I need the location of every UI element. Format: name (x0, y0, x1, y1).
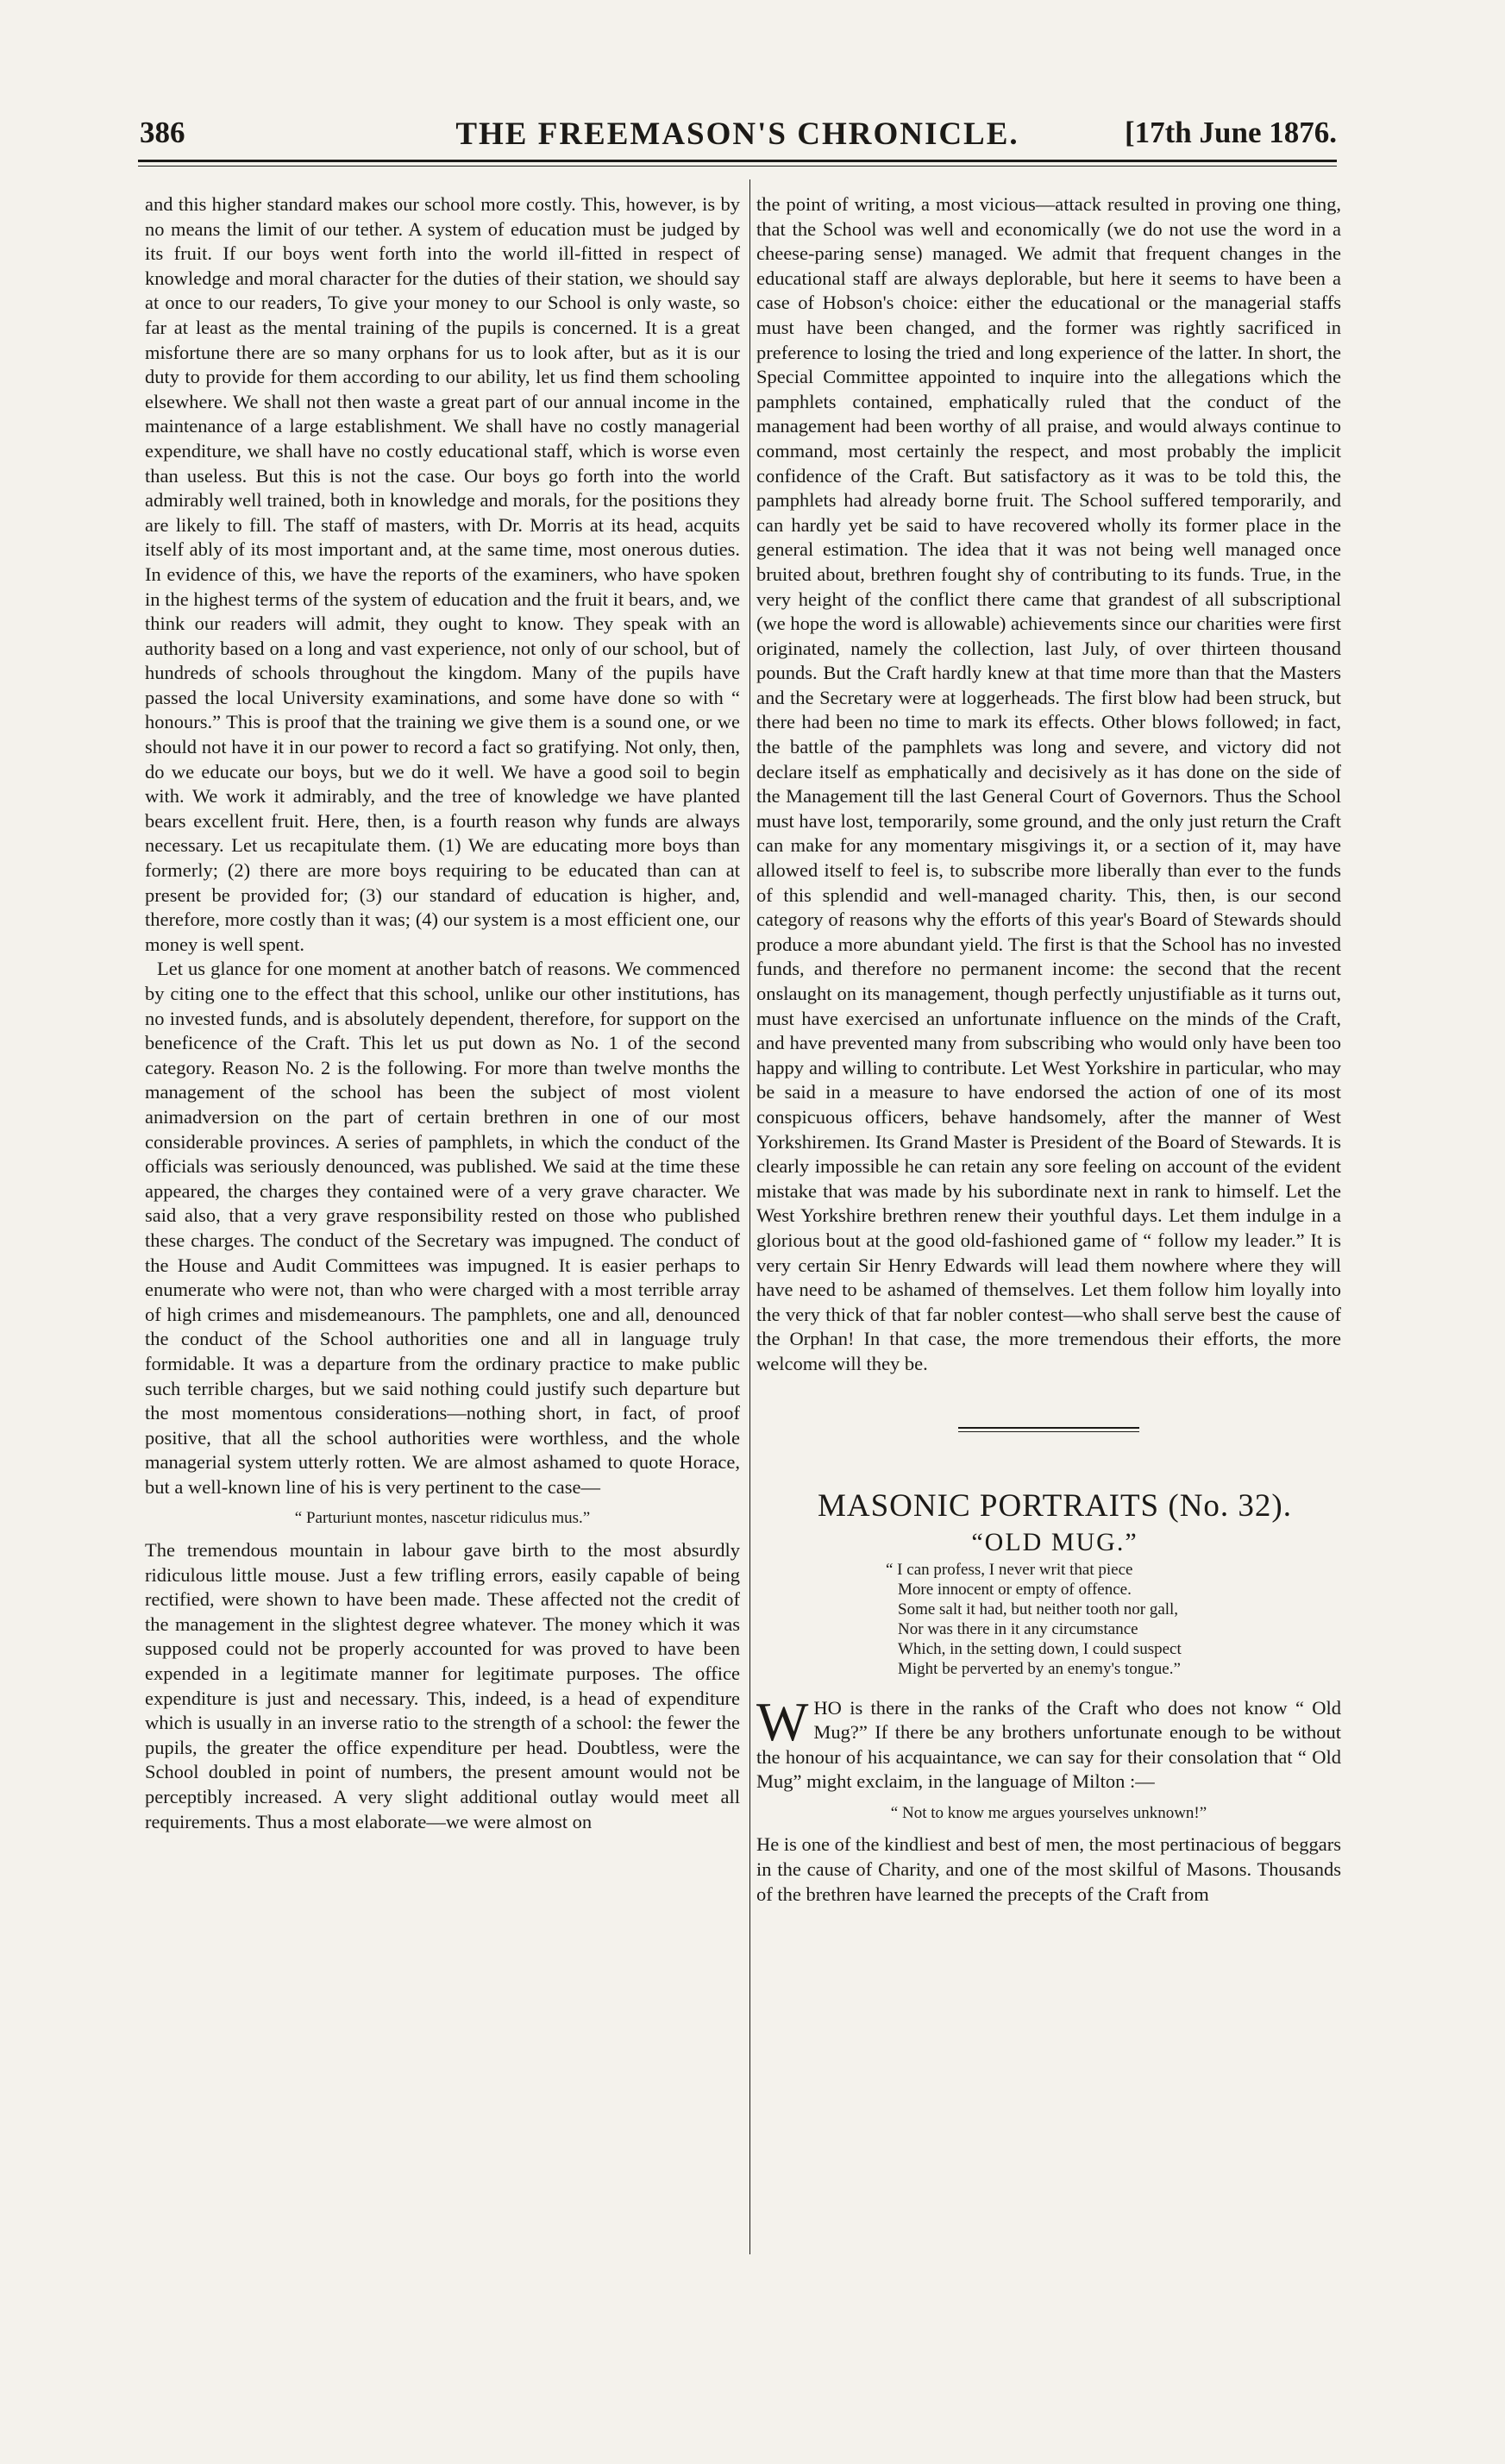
milton-quotation: “ Not to know me argues yourselves unknown!” (890, 1803, 1207, 1822)
section-divider (958, 1427, 1139, 1432)
article-paragraph: The tremendous mountain in labour gave birth to the most absurdly ridiculous little mouse. Just a few trifling errors, easily capable of being rectified, were shown to have been made. These affected not the credit of the management in the slightest degree whatever. The money which it was supposed could not be properly accounted for was proved to have been expended in a legitimate manner for legitimate purposes. The office expenditure is just and necessary. This, indeed, is a head of expenditure which is usually in an inverse ratio to the strength of a school: the fewer the pupils, the greater the office expenditure per head. Doubtless, were the School doubled in point of numbers, the present amount would not be perceptibly increased. A very slight additional outlay would meet all requirements. Thus a most elaborate—we were almost on (145, 1539, 740, 1832)
article-paragraph: Let us glance for one moment at another batch of reasons. We commenced by citing one to the effect that this school, unlike our other institutions, has no invested funds, and is absolutely dependent, therefore, for support on the beneficence of the Craft. This let us put down as No. 1 of the second category. Reason No. 2 is the following. For more than twelve months the management of the school has been the subject of most violent animadversion on the part of certain brethren in one of our most considerable provinces. A series of pamphlets, in which the conduct of the officials was seriously denounced, was published. We said at the time these appeared, the charges they contained were of a very grave character. We said also, that a very grave responsibility rested on those who published these charges. The conduct of the Secretary was impugned. The conduct of the House and Audit Committees was impugned. It is easier perhaps to enumerate who were not, than who were charged with a most terrible array of high crimes and misdemeanours. The pamphlets, one and all, denounced the conduct of the School authorities one and all in language truly formidable. It was a departure from the ordinary practice to make public such terrible charges, but we said nothing could justify such departure but the most momentous considerations—nothing short, in fact, of proof positive, that all the school authorities were worthless, and the whole managerial system utterly rotten. We are almost ashamed to quote Horace, but a well-known line of his is very pertinent to the case— (145, 958, 740, 1498)
header-rule-thick (138, 160, 1337, 162)
drop-cap: W (756, 1690, 809, 1752)
right-column (756, 192, 1341, 1907)
epigraph-poem (886, 1560, 1341, 1679)
paragraph-text: HO is there in the ranks of the Craft who does not know “ Old Mug?” If there be any brothers unfortunate enough to be without the honour of his acquaintance, we can say for their consolation that “ Old Mug” might exclaim, in the language of Milton :— (756, 1696, 1341, 1793)
poem-line: Might be perverted by an enemy's tongue.” (898, 1659, 1181, 1678)
section-subtitle: “OLD MUG.” (971, 1527, 1138, 1556)
page-number: 386 (140, 116, 185, 149)
poem-line: Nor was there in it any circumstance (898, 1619, 1138, 1638)
poem-line: “ I can profess, I never writ that piece (886, 1560, 1133, 1579)
latin-quotation: “ Parturiunt montes, nascetur ridiculus mus.” (294, 1509, 591, 1528)
issue-date: [17th June 1876. (1125, 116, 1337, 149)
article-paragraph: the point of writing, a most vicious—attack resulted in proving one thing, that the School was well and economically (we do not use the word in a cheese-paring sense) managed. We admit that frequent changes in the educational staff are always deplorable, but here it seems to have been a case of Hobson's choice: either the educational or the managerial staffs must have been changed, and the former was rightly sacrificed in preference to losing the tried and long experience of the latter. In short, the Special Committee appointed to inquire into the allegations which the pamphlets contained, emphatically ruled that the conduct of the management had been worthy of all praise, and would always continue to command, most certainly the respect, and most probably the implicit confidence of the Craft. But satisfactory as it was to be told this, the pamphlets had already borne fruit. The School suffered temporarily, and can hardly yet be said to have recovered wholly its former place in the general estimation. The idea that it was not being well managed once bruited about, brethren fought shy of contributing to its funds. True, in the very height of the conflict there came that grandest of all subscriptional (we hope the word is allowable) achievements since our charities were first originated, namely the collection, last July, of over thirteen thousand pounds. But the Craft hardly knew at that time more than that the Masters and the Secretary were at loggerheads. The first blow had been struck, but there had been no time to mark its effects. Other blows followed; in fact, the battle of the pamphlets was long and severe, and victory did not declare itself as emphatically and decisively as it has done on the side of the Management till the last General Court of Governors. Thus the School must have lost, temporarily, some ground, and the only just return the Craft can make for any momentary misgivings it, or a section of it, may have allowed itself to feel is, to subscribe more liberally than ever to the funds of this splendid and well-managed charity. This, then, is our second category of reasons why the efforts of this year's Board of Stewards should produce a more abundant yield. The first is that the School has no invested funds, and therefore no permanent income: the second that the recent onslaught on its management, though perfectly unjustifiable as it turns out, must have exercised an unfortunate influence on the minds of the Craft, and have prevented many from subscribing who would only have been too happy and willing to contribute. Let West Yorkshire in particular, who may be said in a measure to have endorsed the action of one of its most conspicuous officers, behave handsomely, after the manner of West Yorkshiremen. Its Grand Master is President of the Board of Stewards. It is clearly impossible he can retain any sore feeling on account of the evident mistake that was made by his subordinate next in rank to himself. Let the West Yorkshire brethren renew their youthful days. Let them indulge in a glorious bout at the good old-fashioned game of “ follow my leader.” It is very certain Sir Henry Edwards will lead them nowhere where they will have need to be ashamed of themselves. Let them follow him loyally into the very thick of that far nobler contest—who shall serve best the cause of the Orphan! In that case, the more tremendous their efforts, the more welcome will they be. (756, 193, 1341, 1374)
header-rule-thin (138, 166, 1337, 167)
left-column (145, 192, 740, 1834)
poem-line: More innocent or empty of offence. (898, 1580, 1132, 1599)
article-paragraph: and this higher standard makes our school more costly. This, however, is by no means the limit of our tether. A system of education must be judged by its fruit. If our boys went forth into the world ill-fitted in respect of knowledge and moral character for the duties of their station, we should say at once to our readers, To give your money to our School is only waste, so far at least as the mental training of the pupils is concerned. It is a great misfortune there are so many orphans for us to look after, but as it is our duty to provide for them according to our ability, let us find them schooling elsewhere. We shall not then waste a great part of our annual income in the maintenance of a large establishment. We shall have no costly managerial expenditure, we shall have no costly educational staff, which is worse even than useless. But this is not the case. Our boys go forth into the world admirably well trained, both in knowledge and morals, for the positions they are likely to fill. The staff of masters, with Dr. Morris at its head, acquits itself ably of its most important and, at the same time, most onerous duties. In evidence of this, we have the reports of the examiners, who have spoken in the highest terms of the system of education and the fruit it bears, and, we think our readers will admit, they ought to know. They speak with an authority based on a long and vast experience, not only of our school, but of hundreds of schools throughout the kingdom. Many of the pupils have passed the local University examinations, and some have done so with “ honours.” This is proof that the training we give them is a sound one, or we should not have it in our power to record a fact so gratifying. Not only, then, do we educate our boys, but we do it well. We have a good soil to begin with. We work it admirably, and the tree of knowledge we have planted bears excellent fruit. Here, then, is a fourth reason why funds are always necessary. Let us recapitulate them. (1) We are educating more boys than formerly; (2) there are more boys requiring to be educated than can at present be provided for; (3) our standard of education is higher, and, therefore, more costly than it was; (4) our system is a most efficient one, our money is well spent. (145, 193, 740, 955)
article-paragraph: He is one of the kindliest and best of men, the most pertinacious of beggars in the cause of Charity, and one of the most skilful of Masons. Thousands of the brethren have learned the precepts of the Craft from (756, 1833, 1341, 1905)
section-title: MASONIC PORTRAITS (No. 32). (817, 1487, 1292, 1524)
publication-title: THE FREEMASON'S CHRONICLE. (455, 116, 1019, 152)
page-header (138, 104, 1337, 155)
poem-line: Which, in the setting down, I could suspect (898, 1639, 1182, 1658)
poem-line: Some salt it had, but neither tooth nor gall, (898, 1600, 1179, 1619)
column-divider (749, 179, 750, 2254)
article-paragraph (756, 1690, 1341, 1795)
